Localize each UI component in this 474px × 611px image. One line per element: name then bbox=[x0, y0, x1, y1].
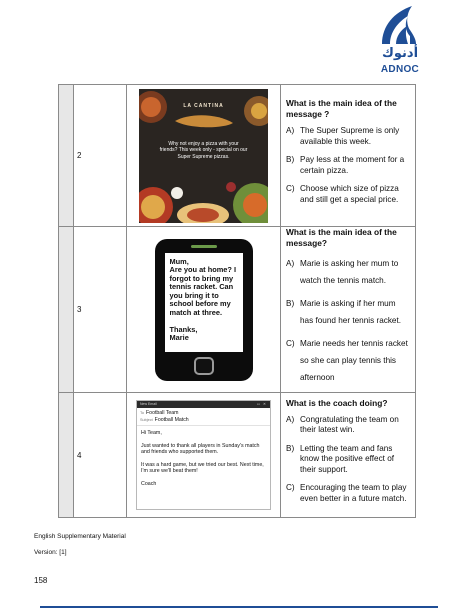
answer-option bbox=[286, 335, 411, 386]
question-cell bbox=[281, 393, 416, 518]
email-signature: Coach bbox=[141, 480, 157, 487]
logo-latin-text: ADNOC bbox=[380, 64, 420, 75]
option-letter: C) bbox=[286, 483, 295, 493]
option-text: The Super Supreme is only available this week. bbox=[300, 126, 400, 146]
message-signoff: Thanks, bbox=[169, 324, 198, 334]
question-number: 4 bbox=[74, 393, 127, 518]
question-number: 3 bbox=[74, 227, 127, 393]
question-title: What is the main idea of the message? bbox=[286, 227, 397, 248]
answer-option bbox=[286, 415, 411, 436]
question-image-cell bbox=[127, 227, 281, 393]
option-letter: B) bbox=[286, 443, 295, 453]
answer-option bbox=[286, 444, 411, 476]
option-letter: C) bbox=[286, 184, 295, 193]
option-text: Letting the team and fans know the positive effect of their support. bbox=[300, 443, 395, 474]
answer-option bbox=[286, 155, 411, 176]
option-text: Marie is asking her mum to watch the tennis match. bbox=[300, 259, 399, 285]
option-letter: A) bbox=[286, 259, 295, 268]
email-header bbox=[137, 408, 270, 426]
row-shading bbox=[59, 85, 74, 227]
row-shading bbox=[59, 393, 74, 518]
ad-brand-name: LA CANTINA bbox=[183, 102, 224, 109]
question-image-cell bbox=[127, 85, 281, 227]
answer-option bbox=[286, 295, 411, 329]
option-text: Choose which size of pizza and still get a special price. bbox=[300, 184, 399, 204]
question-row bbox=[59, 85, 416, 227]
message-greeting: Mum, bbox=[169, 256, 189, 266]
answer-option bbox=[286, 184, 411, 205]
question-number: 2 bbox=[74, 85, 127, 227]
option-text: Marie is asking if her mum has found her tennis racket. bbox=[300, 299, 402, 325]
adnoc-logo bbox=[376, 4, 424, 76]
footer-divider bbox=[40, 606, 438, 608]
page-number: 158 bbox=[34, 576, 48, 585]
question-title: What is the main idea of the message ? bbox=[286, 98, 397, 119]
phone-home-button bbox=[194, 357, 214, 375]
email-title-bar bbox=[137, 401, 270, 408]
option-letter: C) bbox=[286, 339, 295, 348]
email-subject-label: Subject bbox=[140, 418, 153, 422]
email-paragraph: It was a hard game, but we tried our best. Next time, I'm sure we'll beat them! bbox=[141, 461, 264, 475]
answer-option bbox=[286, 126, 411, 147]
footer-version: Version: [1] bbox=[34, 549, 67, 556]
option-letter: A) bbox=[286, 414, 295, 424]
question-title: What is the coach doing? bbox=[286, 397, 388, 408]
email-paragraph: Just wanted to thank all players in Sunday's match and friends who supported them. bbox=[141, 442, 260, 456]
email-window-controls: ▭ ✕ bbox=[256, 402, 267, 406]
ad-message: Why not enjoy a pizza with your friends? This week only - special on our Super Supreme pizzas. bbox=[159, 140, 248, 160]
email-body bbox=[137, 426, 270, 498]
question-image-cell bbox=[127, 393, 281, 518]
email-subject: Football Match bbox=[154, 417, 189, 423]
question-row bbox=[59, 393, 416, 518]
answer-option bbox=[286, 255, 411, 289]
option-text: Encouraging the team to play even better in a future match. bbox=[300, 483, 407, 503]
option-text: Congratulating the team on their latest win. bbox=[300, 414, 399, 435]
message-sender: Marie bbox=[169, 333, 189, 343]
adnoc-flame-mark bbox=[376, 4, 424, 46]
logo-arabic-text: أدنوك bbox=[381, 46, 419, 61]
phone-screen bbox=[165, 253, 243, 352]
option-letter: A) bbox=[286, 126, 295, 135]
message-body: Are you at home? I forgot to bring my tennis racket. Can you bring it to school before my match at three. bbox=[169, 265, 237, 318]
email-to-label: To bbox=[140, 411, 145, 415]
answer-option bbox=[286, 483, 411, 504]
question-cell bbox=[281, 85, 416, 227]
phone-speaker bbox=[191, 245, 217, 248]
question-cell bbox=[281, 227, 416, 393]
email-greeting: Hi Team, bbox=[141, 430, 162, 436]
email-image bbox=[136, 400, 271, 510]
question-table bbox=[58, 84, 416, 518]
footer-material: English Supplementary Material bbox=[34, 533, 126, 540]
question-row bbox=[59, 227, 416, 393]
row-shading bbox=[59, 227, 74, 393]
option-letter: B) bbox=[286, 155, 295, 164]
email-to: Football Team bbox=[146, 410, 179, 416]
option-text: Pay less at the moment for a certain pizza. bbox=[300, 155, 405, 175]
option-text: Marie needs her tennis racket so she can play tennis this afternoon bbox=[300, 339, 408, 382]
email-window-title: New Email bbox=[140, 402, 157, 406]
pizza-advertisement-image bbox=[139, 89, 268, 223]
phone-image bbox=[155, 239, 253, 381]
option-letter: B) bbox=[286, 299, 295, 308]
